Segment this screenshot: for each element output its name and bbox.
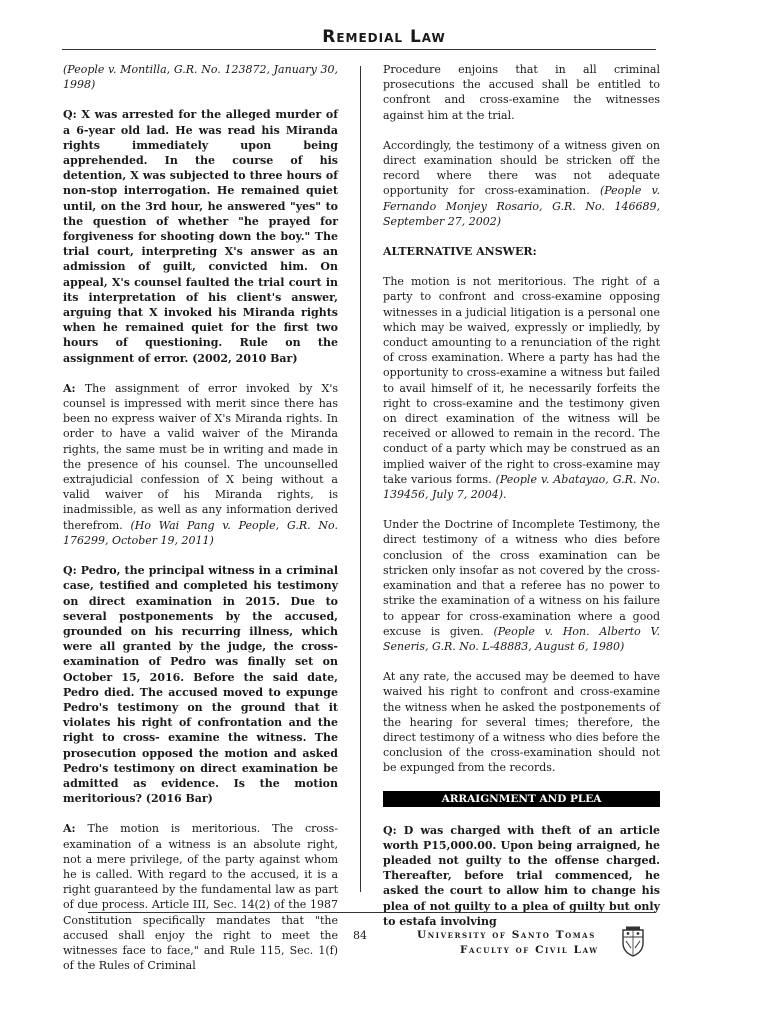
left-column	[63, 62, 338, 973]
page-number: 84	[353, 929, 367, 942]
paragraph-text: The motion is not meritorious. The right of a party to confront and cross-examine opposing witnesses in a judicial litigation is a personal one which may be waived, expressly or impliedly, by conduct amounting to a renunciation of the right of cross examination. Where a party has had the opportunity to cross-examine a witness but failed to avail himself of it, he necessarily forfeits the right to cross-examine and the testimony given on direct examination of the witness will be received or allowed to remain in the record. The conduct of a party which may be construed as an implied waiver of the right to cross-examine may take various forms.	[383, 275, 660, 486]
ust-seal-icon	[620, 926, 646, 958]
footer-institution-line1: University of Santo Tomas	[417, 929, 596, 941]
citation-seneris: (People v. Hon. Alberto V. Seneris, G.R. No. L-48883, August 6, 1980)	[383, 624, 660, 653]
question-miranda: Q: X was arrested for the alleged murder of a 6-year old lad. He was read his Miranda rights immediately upon being apprehended. In the course of his detention, X was subjected to three hours of non-stop interrogation. He remained quiet until, on the 3rd hour, he answered "yes" to the question of whether "he prayed for forgiveness for shooting down the boy." The trial court, interpreting X's answer as an admission of guilt, convicted him. On appeal, X's counsel faulted the trial court in its interpretation of his client's answer, arguing that X invoked his Miranda rights when he remained quiet for the first two hours of questioning. Rule on the assignment of error. (2002, 2010 Bar)	[63, 108, 338, 365]
paragraph-at-any-rate: At any rate, the accused may be deemed to have waived his right to confront and cross-examine the witness when he asked the postponements of the hearing for several times; therefore, the direct testimony of a witness who dies before the conclusion of the cross-examination should not be expunged from the records.	[383, 670, 660, 775]
answer-text: The motion is meritorious. The cross-examination of a witness is an absolute right, not a mere privilege, of the party against whom he is called. With regard to the accused, it is a right guaranteed by the fundamental law as part of due process. Article III, Sec. 14(2) of the 1987 Constitution specifically mandates that "the accused shall enjoy the right to meet the witnesses face to face," and Rule 115, Sec. 1(f) of the Rules of Criminal	[63, 822, 338, 973]
answer-text: The assignment of error invoked by X's counsel is impressed with merit since there has been no express waiver of X's Miranda rights. In order to have a valid waiver of the Miranda rights, the same must be in writing and made in the presence of his counsel. The uncounselled extrajudicial confession of X being without a valid waiver of his Miranda rights, is inadmissible, as well as any information derived therefrom.	[63, 381, 338, 532]
section-header-arraignment: ARRAIGNMENT AND PLEA	[383, 791, 660, 807]
paragraph-procedure: Procedure enjoins that in all criminal prosecutions the accused shall be entitled to confront and cross-examine the witnesses against him at the trial.	[383, 63, 660, 122]
question-pedro: Q: Pedro, the principal witness in a criminal case, testified and completed his testimony on direct examination in 2015. Due to several postponements by the accused, grounded on his recurring illness, which were all granted by the judge, the cross-examination of Pedro was finally set on October 15, 2016. Before the said date, Pedro died. The accused moved to expunge Pedro's testimony on the ground that it violates his right of confrontation and the right to cross- examine the witness. The prosecution opposed the motion and asked Pedro's testimony on direct examination be admitted as evidence. Is the motion meritorious? (2016 Bar)	[63, 564, 338, 806]
answer-miranda	[63, 381, 338, 548]
footer-institution-line2: Faculty of Civil Law	[460, 944, 599, 956]
paragraph-text: Under the Doctrine of Incomplete Testimony, the direct testimony of a witness who dies before conclusion of the cross examination can be stricken only insofar as not covered by the cross-examination and that a referee has no power to strike the examination of a witness on his failure to appear for cross-examination where a good excuse is given.	[383, 518, 660, 638]
citation-abatayao: (People v. Abatayao, G.R. No. 139456, July 7, 2004).	[383, 472, 660, 502]
question-theft: Q: D was charged with theft of an article worth P15,000.00. Upon being arraigned, he pleaded not guilty to the offense charged. Thereafter, before trial commenced, he asked the court to allow him to change his plea of not guilty to a plea of guilty but only to estafa involving	[383, 823, 660, 928]
paragraph-text: Accordingly, the testimony of a witness given on direct examination should be stricken off the record where there was not adequate opportunity for cross-examination.	[383, 138, 660, 198]
alternative-answer-heading: ALTERNATIVE ANSWER:	[383, 245, 537, 259]
header-rule	[62, 49, 656, 50]
column-divider	[360, 66, 361, 892]
paragraph-incomplete-testimony	[383, 517, 660, 654]
paragraph-accordingly	[383, 138, 660, 229]
citation-rosario: (People v. Fernando Monjey Rosario, G.R. No. 146689, September 27, 2002)	[383, 184, 660, 228]
answer-citation: (Ho Wai Pang v. People, G.R. No. 176299, October 19, 2011)	[63, 518, 338, 547]
answer-pedro	[63, 821, 338, 973]
answer-label: A:	[63, 381, 76, 395]
paragraph-not-meritorious	[383, 274, 660, 502]
right-column	[383, 62, 660, 928]
page-header-title: Remedial Law	[322, 27, 446, 47]
citation-montilla: (People v. Montilla, G.R. No. 123872, January 30, 1998)	[63, 63, 338, 92]
footer-rule	[88, 912, 656, 913]
answer-label: A:	[63, 822, 76, 836]
